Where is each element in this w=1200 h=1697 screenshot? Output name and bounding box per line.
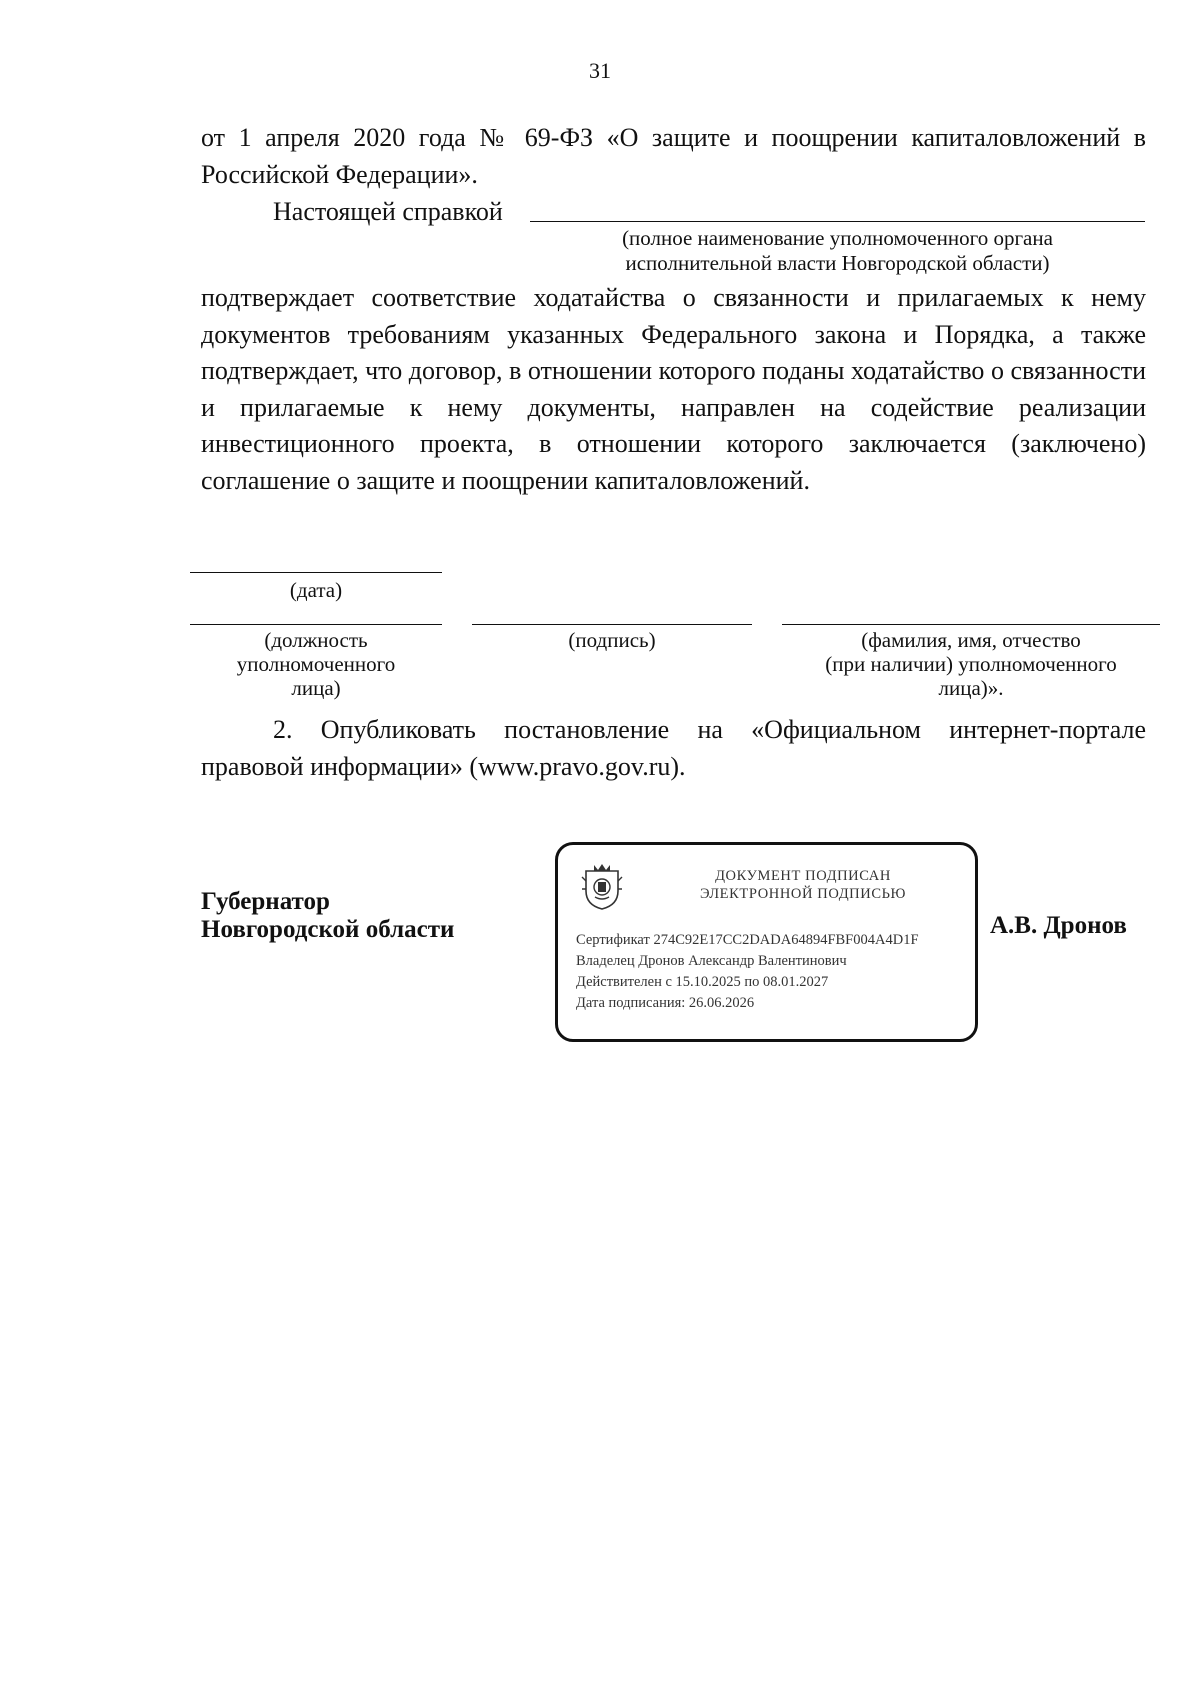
governor-title-line1: Губернатор <box>201 888 330 915</box>
position-label <box>190 628 442 700</box>
position-label-line3: лица) <box>291 676 341 700</box>
main-paragraph: подтверждает соответствие ходатайства о связанности и прилагаемых к нему документов требованиям указанных Федерального закона и Порядка, а также подтверждает, что договор, в отношении которого поданы ходатайство о связанности и прилагаемые к нему документы, направлен на содействие реализации инвестиционного проекта, в отношении которого заключается (заключено) соглашение о защите и поощрении капиталовложений. <box>201 283 1146 495</box>
publish-paragraph: 2. Опубликовать постановление на «Официальном интернет-портале правовой информации» (www.pravo.gov.ru). <box>201 715 1146 781</box>
stamp-title-line2: ЭЛЕКТРОННОЙ ПОДПИСЬЮ <box>699 886 907 902</box>
signature-line <box>472 624 752 625</box>
e-signature-stamp <box>555 842 978 1042</box>
name-label-line2: (при наличии) уполномоченного <box>825 652 1117 676</box>
stamp-info <box>576 930 919 1014</box>
stamp-valid: Действителен с 15.10.2025 по 08.01.2027 <box>576 974 829 990</box>
name-label-line3: лица)». <box>938 676 1004 700</box>
date-line <box>190 572 442 573</box>
coat-of-arms-icon <box>580 861 624 911</box>
reference-intro: Настоящей справкой <box>273 197 503 226</box>
date-label: (дата) <box>289 578 343 602</box>
governor-title <box>201 888 454 944</box>
page-number: 31 <box>589 58 611 83</box>
position-label-line1: (должность <box>264 628 368 652</box>
name-line <box>782 624 1160 625</box>
stamp-title-line1: ДОКУМЕНТ ПОДПИСАН <box>715 868 891 884</box>
authority-fill-line <box>530 221 1145 222</box>
stamp-title <box>653 867 953 903</box>
authority-note-line1: (полное наименование уполномоченного органа <box>622 226 1053 250</box>
signer-name: А.В. Дронов <box>990 912 1127 939</box>
governor-title-line2: Новгородской области <box>201 916 455 943</box>
stamp-owner: Владелец Дронов Александр Валентинович <box>576 953 847 969</box>
signature-label: (подпись) <box>568 628 656 652</box>
position-label-line2: уполномоченного <box>236 652 396 676</box>
name-label-line1: (фамилия, имя, отчество <box>861 628 1081 652</box>
first-paragraph: от 1 апреля 2020 года № 69-ФЗ «О защите и поощрении капиталовложений в Российской Федерации». <box>201 123 1146 189</box>
stamp-sign-date: Дата подписания: 26.06.2026 <box>576 995 755 1011</box>
stamp-certificate: Сертификат 274C92E17CC2DADA64894FBF004A4D1F <box>576 932 919 948</box>
name-label <box>782 628 1160 700</box>
authority-note <box>530 226 1145 276</box>
authority-note-line2: исполнительной власти Новгородской области) <box>625 251 1050 275</box>
position-line <box>190 624 442 625</box>
